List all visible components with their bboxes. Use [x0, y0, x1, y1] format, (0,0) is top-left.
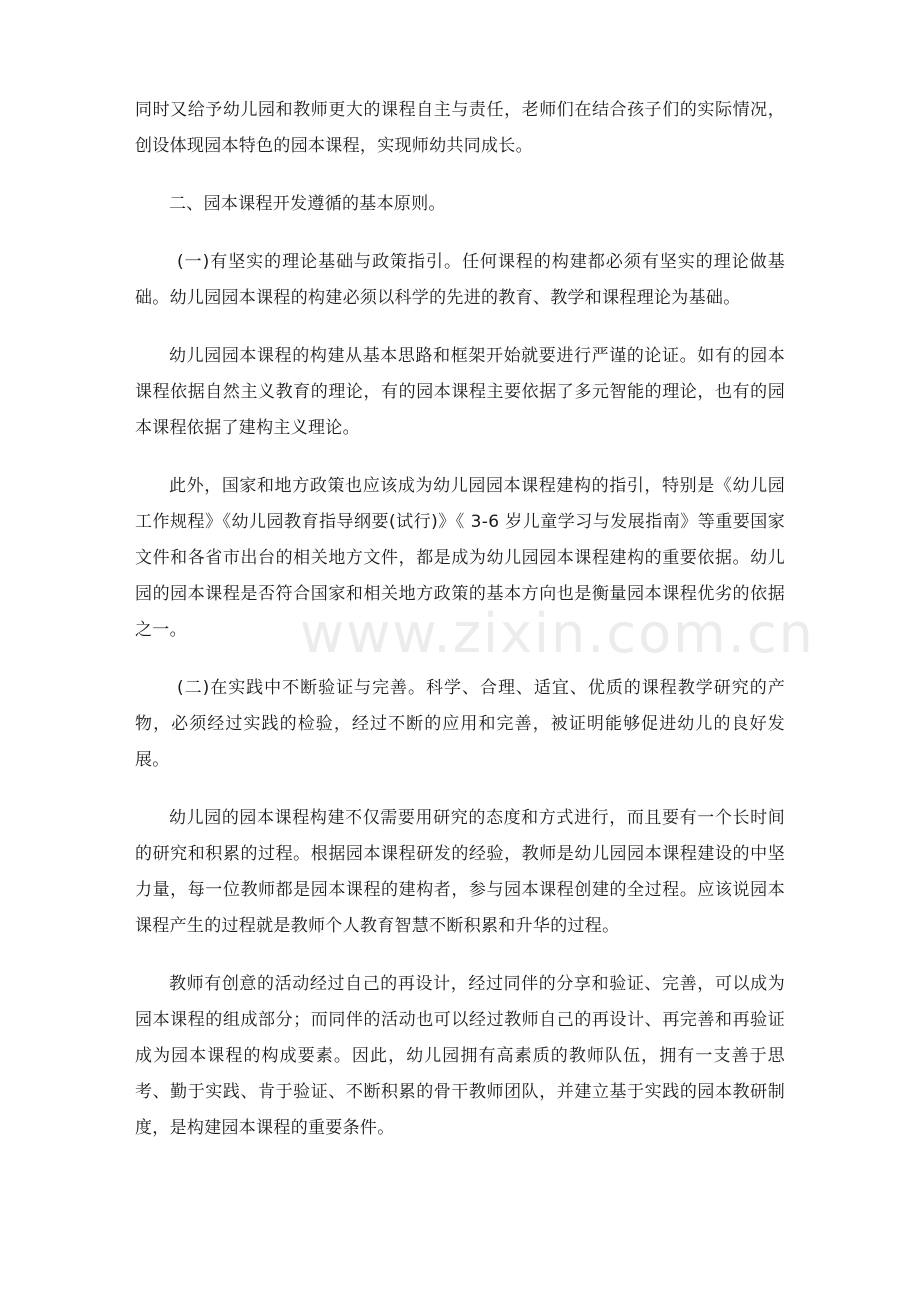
paragraph-theory: 幼儿园园本课程的构建从基本思路和框架开始就要进行严谨的论证。如有的园本课程依据自然主义教育的理论，有的园本课程主要依据了多元智能的理论，也有的园本课程依据了建构主义理论。 [135, 346, 785, 438]
watermark: www.zixin.com.cn [300, 602, 815, 665]
paragraph-research: 幼儿园的园本课程构建不仅需要用研究的态度和方式进行，而且要有一个长时间的研究和积累的过程。根据园本课程研发的经验，教师是幼儿园园本课程建设的中坚力量，每一位教师都是园本课程的建构者，参与园本课程创建的全过程。应该说园本课程产生的过程就是教师个人教育智慧不断积累和升华的过程。 [135, 808, 785, 936]
document-body [135, 92, 785, 1168]
paragraph-policy: 此外，国家和地方政策也应该成为幼儿园园本课程建构的指引，特别是《幼儿园工作规程》《幼儿园教育指导纲要(试行)》《 3-6 岁儿童学习与发展指南》等重要国家文件和各省市出台的相关地方文件，都是成为幼儿园园本课程建构的重要依据。幼儿园的园本课程是否符合国家和相关地方政策的基本方向也是衡量园本课程优劣的依据之一。 [135, 476, 785, 640]
paragraph-continuation: 同时又给予幼儿园和教师更大的课程自主与责任，老师们在结合孩子们的实际情况，创设体现园本特色的园本课程，实现师幼共同成长。 [135, 100, 785, 156]
section-heading: 二、园本课程开发遵循的基本原则。 [169, 194, 446, 214]
paragraph-principle-2: (二)在实践中不断验证与完善。科学、合理、适宜、优质的课程教学研究的产物，必须经过实践的检验，经过不断的应用和完善，被证明能够促进幼儿的良好发展。 [135, 678, 785, 770]
paragraph-principle-1: (一)有坚实的理论基础与政策指引。任何课程的构建都必须有坚实的理论做基础。幼儿园园本课程的构建必须以科学的先进的教育、教学和课程理论为基础。 [135, 252, 785, 308]
paragraph-teachers: 教师有创意的活动经过自己的再设计，经过同伴的分享和验证、完善，可以成为园本课程的组成部分；而同伴的活动也可以经过教师自己的再设计、再完善和再验证成为园本课程的构成要素。因此，幼儿园拥有高素质的教师队伍，拥有一支善于思考、勤于实践、肯于验证、不断积累的骨干教师团队，并建立基于实践的园本教研制度，是构建园本课程的重要条件。 [135, 974, 785, 1138]
